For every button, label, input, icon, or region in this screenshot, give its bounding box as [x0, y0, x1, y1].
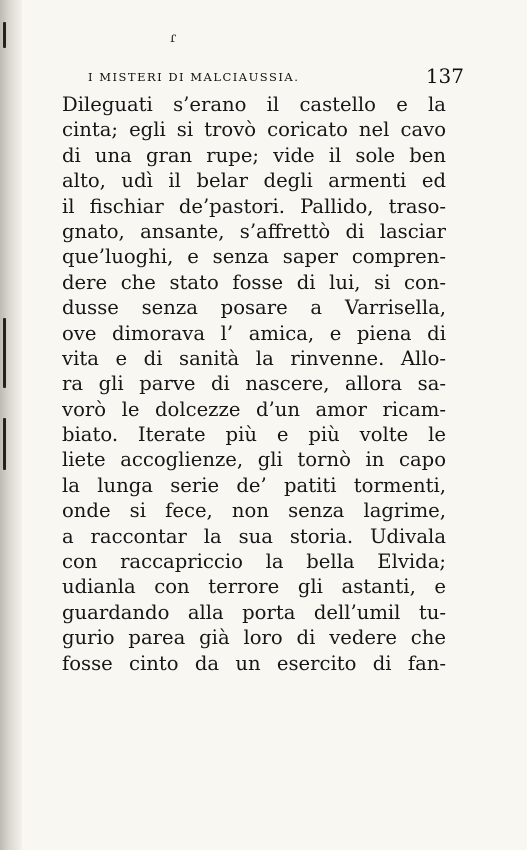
text-line: di una gran rupe; vide il sole ben — [62, 143, 446, 167]
page-number: 137 — [425, 64, 464, 88]
gutter-mark — [3, 418, 6, 470]
text-line: liete accoglienze, gli tornò in capo — [62, 448, 446, 472]
gutter-mark — [3, 22, 6, 48]
text-line: que’luoghi, e senza saper compren- — [62, 245, 446, 269]
text-line: ra gli parve di nascere, allora sa- — [62, 372, 446, 396]
text-line: vorò le dolcezze d’un amor ricam- — [62, 397, 446, 421]
text-line: alto, udì il belar degli armenti ed — [62, 169, 446, 193]
text-line: dusse senza posare a Varrisella, — [62, 296, 446, 320]
text-line: biato. Iterate più e più volte le — [62, 423, 446, 447]
text-line: ove dimorava l’ amica, e piena di — [62, 321, 446, 345]
text-line: gnato, ansante, s’affrettò di lasciar — [62, 219, 446, 243]
text-line: udianla con terrore gli astanti, e — [62, 575, 446, 599]
text-line: cinta; egli si trovò coricato nel cavo — [62, 118, 446, 142]
text-line: guardando alla porta dell’umil tu- — [62, 600, 446, 624]
text-line: la lunga serie de’ patiti tormenti, — [62, 473, 446, 497]
running-title: I MISTERI DI MALCIAUSSIA. — [88, 70, 300, 84]
page-gutter-shadow — [0, 0, 22, 850]
page-header — [88, 66, 464, 90]
text-line: Dileguati s’erano il castello e la — [62, 93, 446, 116]
paper-speck: ɾ — [170, 30, 177, 46]
text-line: vita e di sanità la rinvenne. Allo- — [62, 346, 446, 370]
gutter-mark — [3, 318, 6, 388]
text-line: gurio parea già loro di vedere che — [62, 626, 446, 650]
text-line: dere che stato fosse di lui, si con- — [62, 270, 446, 294]
text-line: con raccapriccio la bella Elvida; — [62, 550, 446, 574]
text-line: fosse cinto da un esercito di fan- — [62, 651, 446, 675]
text-line: il fischiar de’pastori. Pallido, traso- — [62, 194, 446, 218]
text-line: onde si fece, non senza lagrime, — [62, 499, 446, 523]
body-text — [62, 92, 446, 676]
text-line: a raccontar la sua storia. Udivala — [62, 524, 446, 548]
